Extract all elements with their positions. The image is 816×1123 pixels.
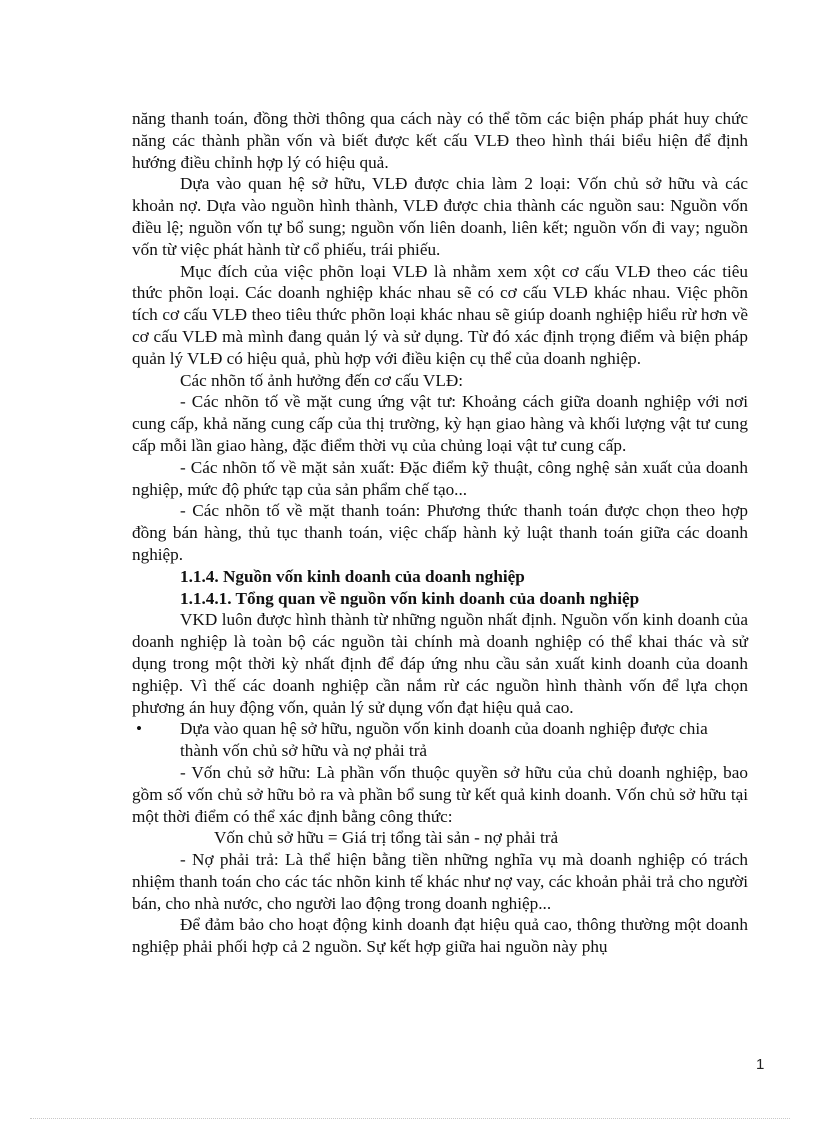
paragraph: - Vốn chủ sở hữu: Là phần vốn thuộc quyền sở hữu của chủ doanh nghiệp, bao gồm số vốn chủ sở hữu bỏ ra và phần bổ sung từ kết quả kinh doanh. Vốn chủ sở hữu tại một thời điểm có thể xác định bằng công thức: [132, 762, 748, 826]
paragraph: - Nợ phải trả: Là thể hiện bằng tiền những nghĩa vụ mà doanh nghiệp có trách nhiệm thanh toán cho các tác nhõn kinh tế khác như nợ vay, các khoản phải trả cho người bán, cho nhà nước, cho người lao động trong doanh nghiệp... [132, 850, 748, 913]
page-number: 1 [756, 1056, 765, 1073]
paragraph: - Các nhõn tố về mặt sản xuất: Đặc điểm kỹ thuật, công nghệ sản xuất của doanh nghiệp, mức độ phức tạp của sản phẩm chế tạo... [132, 457, 748, 499]
paragraph: Các nhõn tố ảnh hưởng đến cơ cấu VLĐ: [180, 370, 464, 390]
subsection-heading: 1.1.4.1. Tổng quan về nguồn vốn kinh doanh của doanh nghiệp [180, 588, 640, 608]
bullet-icon: • [136, 719, 143, 739]
paragraph-continuation: năng thanh toán, đồng thời thông qua cách này có thể tõm các biện pháp phát huy chức năng các thành phần vốn và biết được kết cấu VLĐ theo hình thái biểu hiện để định hướng điều chỉnh hợp lý có hiệu quả. [132, 109, 748, 172]
page-bottom-divider [30, 1118, 790, 1119]
paragraph: Để đảm bảo cho hoạt động kinh doanh đạt hiệu quả cao, thông thường một doanh nghiệp phải phối hợp cả 2 nguồn. Sự kết hợp giữa hai nguồn này phụ [132, 915, 748, 957]
bullet-item [132, 718, 748, 762]
bullet-text: Dựa vào quan hệ sở hữu, nguồn vốn kinh doanh của doanh nghiệp được chia thành vốn chủ sở hữu và nợ phải trả [180, 719, 708, 761]
formula: Vốn chủ sở hữu = Giá trị tổng tài sản - nợ phải trả [214, 828, 559, 848]
paragraph: VKD luôn được hình thành từ những nguồn nhất định. Nguồn vốn kinh doanh của doanh nghiệp là toàn bộ các nguồn tài chính mà doanh nghiệp có thể khai thác và sử dụng trong một thời kỳ nhất định để đáp ứng nhu cầu sản xuất kinh doanh của doanh nghiệp. Vì thế các doanh nghiệp cần nắm rừ các nguồn hình thành vốn để lựa chọn phương án huy động vốn, quản lý sử dụng vốn đạt hiệu quả cao. [132, 610, 748, 717]
paragraph: Dựa vào quan hệ sở hữu, VLĐ được chia làm 2 loại: Vốn chủ sở hữu và các khoản nợ. Dựa vào nguồn hình thành, VLĐ được chia thành các nguồn sau: Nguồn vốn điều lệ; nguồn vốn tự bổ sung; nguồn vốn liên doanh, liên kết; nguồn vốn đi vay; nguồn vốn từ việc phát hành từ cổ phiếu, trái phiếu. [132, 174, 748, 259]
section-heading: 1.1.4. Nguồn vốn kinh doanh của doanh nghiệp [180, 566, 525, 586]
paragraph: - Các nhõn tố về mặt thanh toán: Phương thức thanh toán được chọn theo hợp đồng bán hàng, thủ tục thanh toán, việc chấp hành kỷ luật thanh toán giữa các doanh nghiệp. [132, 501, 748, 564]
paragraph: - Các nhõn tố về mặt cung ứng vật tư: Khoảng cách giữa doanh nghiệp với nơi cung cấp, khả năng cung cấp của thị trường, kỳ hạn giao hàng và khối lượng vật tư cung cấp mỗi lần giao hàng, đặc điểm thời vụ của chủng loại vật tư cung cấp. [132, 392, 748, 455]
paragraph: Mục đích của việc phõn loại VLĐ là nhằm xem xột cơ cấu VLĐ theo các tiêu thức phõn loại. Các doanh nghiệp khác nhau sẽ có cơ cấu VLĐ khác nhau. Việc phõn tích cơ cấu VLĐ theo tiêu thức phõn loại khác nhau sẽ giúp doanh nghiệp hiểu rừ hơn về cơ cấu VLĐ mà mình đang quản lý và sử dụng. Từ đó xác định trọng điểm và biện pháp quản lý VLĐ có hiệu quả, phù hợp với điều kiện cụ thể của doanh nghiệp. [132, 261, 748, 368]
document-body [132, 108, 748, 958]
